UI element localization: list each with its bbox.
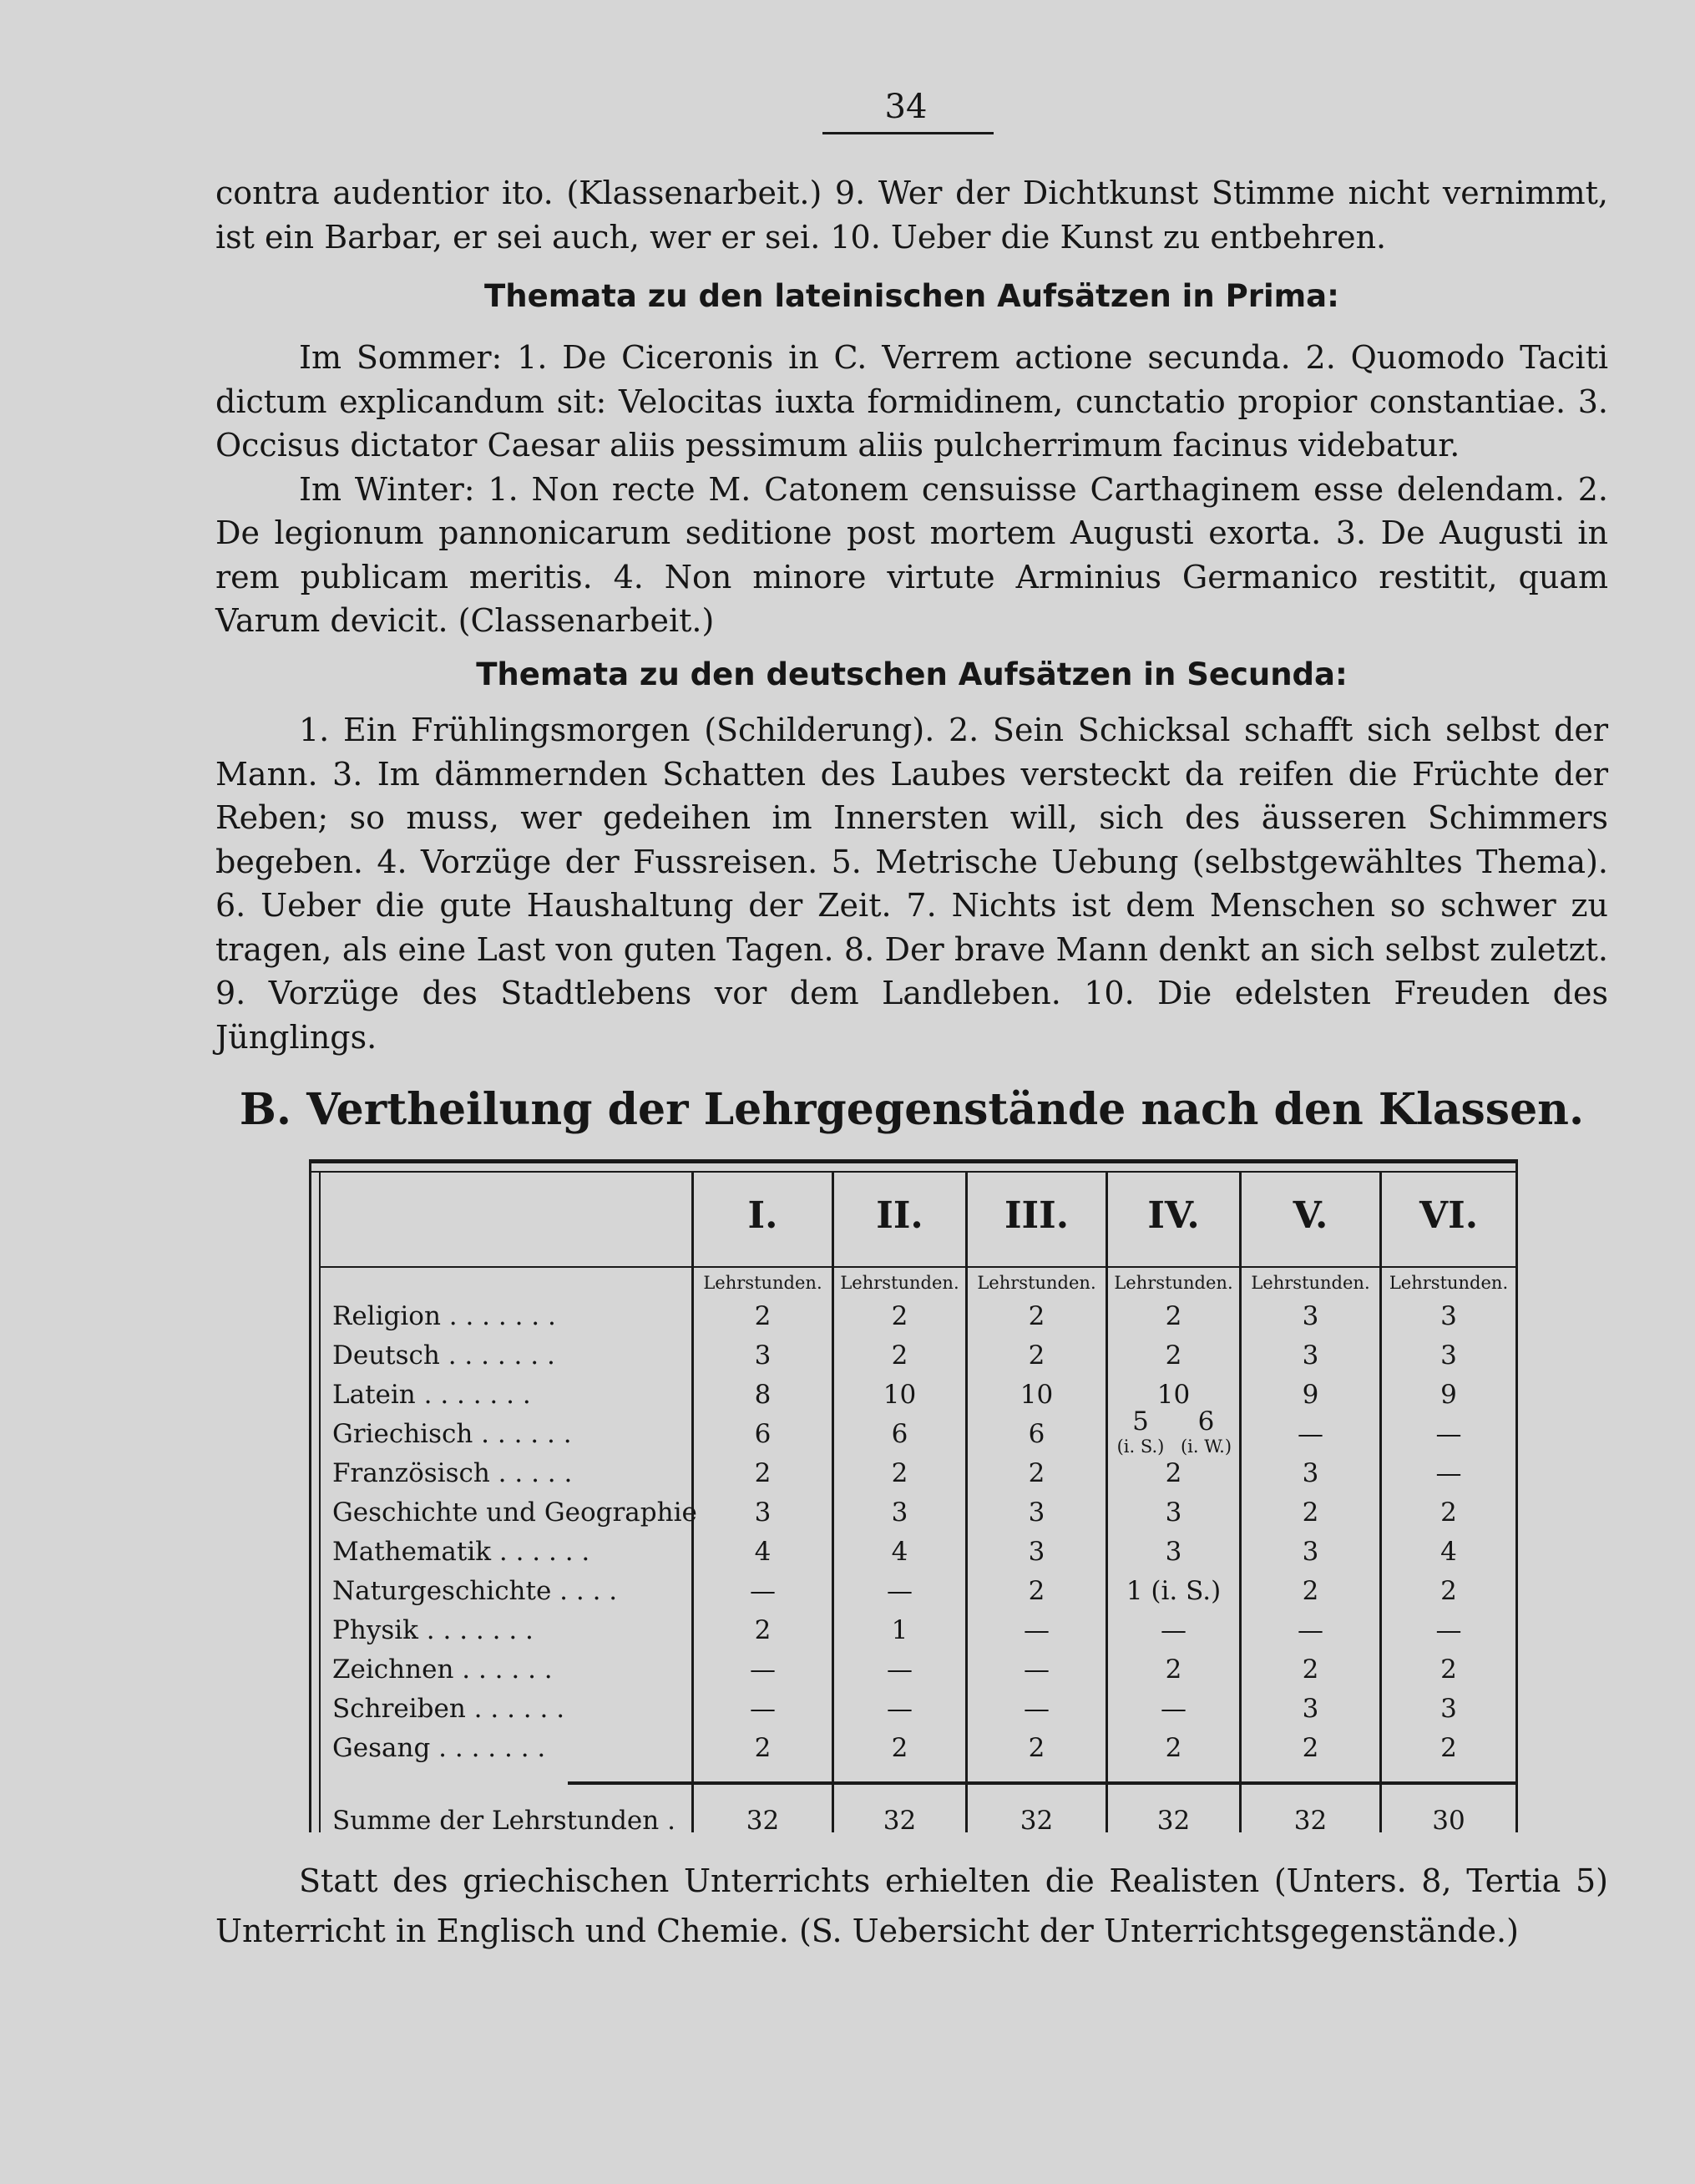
intro-text: contra audentior ito. (Klassenarbeit.) 9. Wer der Dichtkunst Stimme nicht vernimmt, ist ein Barbar, er sei auch, wer er sei. 10. Ueber die Kunst zu entbehren. — [215, 175, 1608, 256]
table-cell: 3 — [1028, 1537, 1045, 1567]
subheader-lehrstunden: Lehrstunden. — [1389, 1273, 1509, 1293]
table-left-rule — [309, 1159, 311, 1832]
table-cell: 2 — [754, 1733, 772, 1763]
subject-label: Griechisch . . . . . . — [332, 1419, 572, 1449]
table-section-heading: B. Vertheilung der Lehrgegenstände nach den Klassen. — [239, 1084, 1585, 1135]
table-cell: 8 — [754, 1380, 772, 1410]
table-cell: 4 — [754, 1537, 772, 1567]
table-cell: — — [750, 1694, 776, 1724]
german-section-body — [215, 708, 1608, 1059]
table-cell: — — [1435, 1458, 1462, 1488]
table-cell: 2 — [1165, 1340, 1182, 1371]
table-cell: 3 — [1302, 1301, 1319, 1331]
sum-cell: 32 — [1293, 1806, 1328, 1836]
table-cell: 3 — [754, 1497, 772, 1528]
table-cell: 2 — [891, 1340, 908, 1371]
table-cell: 2 — [891, 1458, 908, 1488]
subject-label: Naturgeschichte . . . . — [332, 1576, 618, 1606]
table-cell: 10 — [1156, 1380, 1191, 1410]
page-number: 34 — [884, 88, 928, 126]
subject-label: Latein . . . . . . . — [332, 1380, 531, 1410]
latin-winter-paragraph: Im Winter: 1. Non recte M. Catonem censuisse Carthaginem esse delendam. 2. De legionum pannonicarum seditione post mortem Augusti exorta. 3. De Augusti in rem publicam meritis. 4. Non minore virtute Arminius Germanico restitit, quam Varum devicit. (Classenarbeit.) — [215, 470, 1608, 639]
table-cell: 3 — [1028, 1497, 1045, 1528]
german-topics-paragraph: 1. Ein Frühlingsmorgen (Schilderung). 2. Sein Schicksal schafft sich selbst der Mann. 3. Im dämmernden Schatten des Laubes versteckt da reifen die Früchte der Reben; so muss, wer gedeihen im Innersten will, sich des äusseren Schimmers begeben. 4. Vorzüge der Fussreisen. 5. Metrische Uebung (selbstgewähltes Thema). 6. Ueber die gute Haushaltung der Zeit. 7. Nichts ist dem Menschen so schwer zu tragen, als eine Last von guten Tagen. 8. Der brave Mann denkt an sich selbst zuletzt. 9. Vorzüge des Stadtlebens vor dem Landleben. 10. Die edelsten Freuden des Jünglings. — [215, 712, 1608, 1056]
griechisch-summer-value: 5 — [1132, 1406, 1149, 1437]
table-cell: — — [887, 1654, 913, 1685]
sum-cell: 32 — [1020, 1806, 1054, 1836]
column-header-V: V. — [1293, 1194, 1328, 1237]
column-header-II: II. — [876, 1194, 923, 1237]
table-cell: — — [1298, 1615, 1323, 1645]
table-cell: — — [1161, 1615, 1186, 1645]
table-cell: 3 — [1302, 1340, 1319, 1371]
table-cell-griechisch-summer — [1108, 1406, 1173, 1457]
table-left-inner-rule — [319, 1171, 321, 1832]
table-top-rule — [309, 1159, 1518, 1163]
table-cell: 4 — [891, 1537, 908, 1567]
table-cell: 3 — [1302, 1694, 1319, 1724]
table-cell: 2 — [1302, 1497, 1319, 1528]
griechisch-winter-note: (i. W.) — [1180, 1437, 1232, 1457]
column-header-III: III. — [1004, 1194, 1070, 1237]
lesson-distribution-table — [309, 1159, 1518, 1836]
table-cell: 2 — [1028, 1458, 1045, 1488]
latin-section-body — [215, 336, 1608, 643]
intro-paragraph — [215, 171, 1608, 259]
table-cell: 1 — [891, 1615, 908, 1645]
subject-label: Schreiben . . . . . . — [332, 1694, 565, 1724]
table-cell: 2 — [1302, 1576, 1319, 1606]
subject-label: Deutsch . . . . . . . — [332, 1340, 555, 1371]
table-cell: 3 — [1302, 1458, 1319, 1488]
table-cell: 9 — [1302, 1380, 1319, 1410]
sum-cell: 32 — [883, 1806, 917, 1836]
table-cell: 2 — [754, 1615, 772, 1645]
table-cell: 6 — [754, 1419, 772, 1449]
griechisch-summer-note: (i. S.) — [1116, 1437, 1165, 1457]
table-cell: — — [750, 1576, 776, 1606]
table-cell: 3 — [754, 1340, 772, 1371]
table-cell: 2 — [891, 1301, 908, 1331]
table-cell: 3 — [1302, 1537, 1319, 1567]
table-cell: — — [887, 1694, 913, 1724]
header-divider-rule — [319, 1266, 1518, 1268]
table-cell: 2 — [1028, 1301, 1045, 1331]
table-cell: — — [1024, 1615, 1050, 1645]
column-header-VI: VI. — [1419, 1194, 1479, 1237]
table-cell: 2 — [1165, 1733, 1182, 1763]
table-cell: 3 — [891, 1497, 908, 1528]
sum-cell: 32 — [1156, 1806, 1191, 1836]
table-cell: 3 — [1165, 1497, 1182, 1528]
table-cell: 3 — [1440, 1340, 1457, 1371]
table-cell: — — [750, 1654, 776, 1685]
subheader-lehrstunden: Lehrstunden. — [703, 1273, 822, 1293]
subject-label: Gesang . . . . . . . — [332, 1733, 546, 1763]
latin-summer-paragraph: Im Sommer: 1. De Ciceronis in C. Verrem actione secunda. 2. Quomodo Taciti dictum explicandum sit: Velocitas iuxta formidinem, cunctatio propior constantiae. 3. Occisus dictator Caesar aliis pessimum aliis pulcherrimum facinus videbatur. — [215, 339, 1608, 464]
sum-divider-rule — [568, 1781, 1518, 1785]
table-cell: 2 — [1440, 1654, 1457, 1685]
table-cell: — — [1435, 1419, 1462, 1449]
table-cell: 2 — [754, 1458, 772, 1488]
table-cell: 3 — [1440, 1694, 1457, 1724]
table-cell: 2 — [891, 1733, 908, 1763]
table-cell: 2 — [754, 1301, 772, 1331]
sum-cell: 30 — [1432, 1806, 1465, 1836]
subject-label: Französisch . . . . . — [332, 1458, 573, 1488]
table-cell: — — [1161, 1694, 1186, 1724]
table-cell: 2 — [1028, 1733, 1045, 1763]
table-cell: — — [1024, 1654, 1050, 1685]
page-number-rule — [822, 132, 994, 134]
table-cell: 2 — [1302, 1733, 1319, 1763]
footer-paragraph — [215, 1856, 1608, 1956]
table-right-rule — [1515, 1159, 1518, 1832]
german-section-heading: Themata zu den deutschen Aufsätzen in Secunda: — [476, 656, 1348, 692]
table-cell: 3 — [1440, 1301, 1457, 1331]
table-cell: 3 — [1165, 1537, 1182, 1567]
table-cell: 2 — [1028, 1340, 1045, 1371]
subheader-lehrstunden: Lehrstunden. — [1251, 1273, 1370, 1293]
table-top-rule-thin — [309, 1171, 1518, 1173]
latin-section-heading: Themata zu den lateinischen Aufsätzen in Prima: — [484, 278, 1339, 314]
table-cell: — — [1298, 1419, 1323, 1449]
table-cell: 2 — [1440, 1733, 1457, 1763]
subject-label: Physik . . . . . . . — [332, 1615, 534, 1645]
subject-label: Religion . . . . . . . — [332, 1301, 556, 1331]
table-cell: 9 — [1440, 1380, 1457, 1410]
table-cell: 1 (i. S.) — [1126, 1576, 1222, 1606]
table-cell: — — [1435, 1615, 1462, 1645]
sum-row-label: Summe der Lehrstunden . — [332, 1806, 675, 1836]
subheader-lehrstunden: Lehrstunden. — [977, 1273, 1096, 1293]
table-cell: 10 — [1020, 1380, 1054, 1410]
table-cell: — — [1024, 1694, 1050, 1724]
subject-label: Mathematik . . . . . . — [332, 1537, 590, 1567]
table-cell: 4 — [1440, 1537, 1457, 1567]
table-cell: 6 — [891, 1419, 908, 1449]
table-cell-griechisch-winter — [1173, 1406, 1239, 1457]
table-cell: 2 — [1302, 1654, 1319, 1685]
table-cell: 6 — [1028, 1419, 1045, 1449]
subject-label: Zeichnen . . . . . . — [332, 1654, 553, 1685]
footer-text: Statt des griechischen Unterrichts erhielten die Realisten (Unters. 8, Tertia 5) Unterricht in Englisch und Chemie. (S. Uebersicht der Unterrichtsgegenstände.) — [215, 1862, 1608, 1949]
table-cell: 2 — [1165, 1654, 1182, 1685]
griechisch-winter-value: 6 — [1197, 1406, 1215, 1437]
table-cell: 2 — [1440, 1497, 1457, 1528]
sum-cell: 32 — [746, 1806, 780, 1836]
table-cell: 10 — [883, 1380, 917, 1410]
table-cell: 2 — [1165, 1458, 1182, 1488]
subheader-lehrstunden: Lehrstunden. — [840, 1273, 959, 1293]
subheader-lehrstunden: Lehrstunden. — [1114, 1273, 1233, 1293]
column-header-I: I. — [747, 1194, 778, 1237]
table-cell: — — [887, 1576, 913, 1606]
subject-label: Geschichte und Geographie — [332, 1497, 697, 1528]
table-cell: 2 — [1440, 1576, 1457, 1606]
column-header-IV: IV. — [1147, 1194, 1200, 1237]
table-cell: 2 — [1028, 1576, 1045, 1606]
table-cell: 2 — [1165, 1301, 1182, 1331]
